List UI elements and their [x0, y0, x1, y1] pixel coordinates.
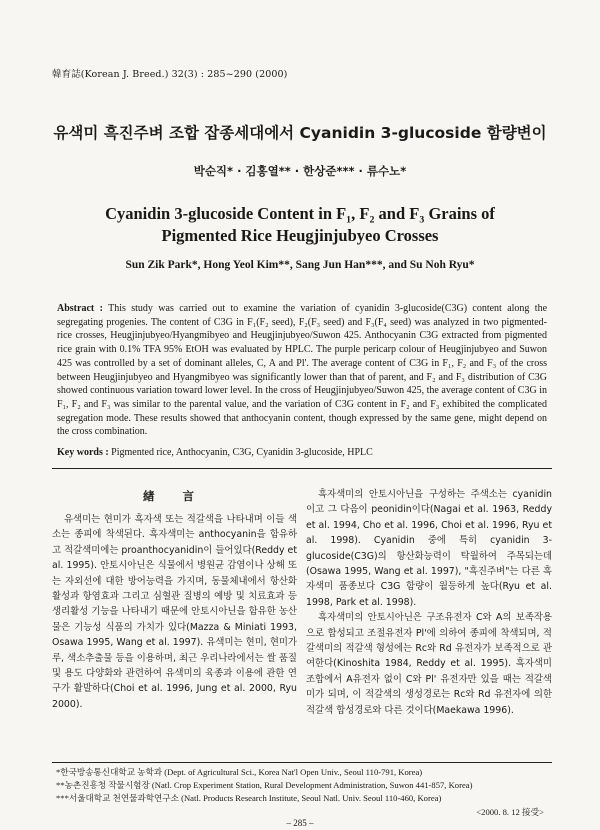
- footnotes: [56, 766, 550, 805]
- korean-authors: 박순직* · 김홍열** · 한상준*** · 류수노*: [193, 164, 407, 178]
- right-paragraph-1: 흑자색미의 안토시아닌을 구성하는 주색소는 cyanidin 이고 그 다음이 peonidin이다(Nagai et al. 1963, Reddy et al. 1994, Cho et al. 1996, Choi et al. 1996, Ryu et al. 1998). Cyanidin 중에 특히 cyanidin 3-glucoside(C3G)의 항산화능력이 탁월하여 주목되는데(Osawa 1995, Wang et al. 1997), "흑진주벼"는 다른 흑자색미 품종보다 C3G 함량이 월등하게 높다(Ryu et al. 1998, Park et al. 1998).: [306, 489, 552, 608]
- footnote-2: **농촌진흥청 작물시험장 (Natl. Crop Experiment Station, Rural Development Administration, Suwon 441-857, Korea): [56, 780, 473, 790]
- right-column: [306, 487, 552, 718]
- left-paragraph-1: 유색미는 현미가 흑자색 또는 적갈색을 나타내며 이들 색소는 종피에 착색된다. 흑자색미는 anthocyanin을 함유하고 적갈색미에는 proanthocyanidin이 들어있다(Reddy et al. 1995). 안토시아닌은 식물에서 병원균 감염이나 상해 또는 자외선에 대한 방어능력을 가지며, 동물체내에서 항산화활성과 항염효과 그리고 심혈관 질병의 예방 및 치료효과 등 생리활성 기능을 나타내기 때문에 안토시아닌을 함유한 농산물은 기능성 식품의 가치가 있다(Mazza & Miniati 1993, Osawa 1995, Wang et al. 1997). 유색미는 현미, 현미가루, 색소추출물 등을 이용하며, 최근 우리나라에서는 쌀 품질 및 용도 다양화와 관련하여 유색미의 육종과 이용에 관한 연구가 활발하다(Choi et al. 1996, Jung et al. 2000, Ryu 2000).: [52, 514, 297, 710]
- abstract: [57, 302, 547, 439]
- page-number: – 285 –: [286, 818, 314, 828]
- journal-citation: 韓育誌(Korean J. Breed.) 32(3) : 285~290 (2000): [52, 69, 288, 80]
- section-divider: [52, 468, 552, 469]
- keywords-text: Pigmented rice, Anthocyanin, C3G, Cyanidin 3-glucoside, HPLC: [111, 447, 373, 458]
- left-column: [52, 512, 297, 712]
- footnote-1: *한국방송통신대학교 농학과 (Dept. of Agricultural Sci., Korea Nat'l Open Univ., Seoul 110-791, Korea): [56, 767, 423, 777]
- footnote-3: ***서울대학교 천연물과학연구소 (Natl. Products Research Institute, Seoul Natl. Univ. Seoul 110-460, Korea): [56, 793, 442, 803]
- english-authors: Sun Zik Park*, Hong Yeol Kim**, Sang Jun Han***, and Su Noh Ryu*: [125, 259, 475, 271]
- introduction-heading: 緖 言: [142, 489, 206, 503]
- english-title-line-2: Pigmented Rice Heugjinjubyeo Crosses: [161, 226, 439, 245]
- abstract-label: Abstract :: [57, 303, 103, 314]
- footnote-divider: [52, 762, 552, 763]
- received-date: <2000. 8. 12 接受>: [476, 807, 544, 817]
- abstract-text: This study was carried out to examine the variation of cyanidin 3-glucoside(C3G) content along the segregating progenies. The content of C3G in F₁(F₂ seed), F₂(F₃ seed) and F₃(F₄ seed) was analyzed in two pigmented-rice crosses, Heugjinjubyeo/Hyangmibyeo and Heugjinjubyeo/Suwon 425. Anthocyanin C3G extracted from pigmented rice grain with 0.1% TFA 95% EtOH was evaluated by HPLC. The purple pericarp colour of Heugjinjubyeo and Suwon 425 was controlled by a set of dominant alleles, C, A and Pl'. The average content of C3G in F₁, F₂ and F₃ of the cross between Heugjinjubyeo and Hyangmibyeo was significantly lower than that of parent, and F₂ and F₃ distribution of C3G showed continuous variation toward lower level. In the cross of Heugjinjubyeo/Suwon 425, the average content of C3G in F₁, F₂ and F₃ was similar to the parental value, and the variation of C3G content in F₂ and F₃ exhibited the complicated segregation mode. These results showed that anthocyanin content, though expressed by the same gene, might depend on the cross combination.: [57, 303, 548, 438]
- keywords: [57, 447, 547, 458]
- right-paragraph-2: 흑자색미의 안토시아닌은 구조유전자 C와 A의 보족작용으로 합성되고 조절유전자 Pl'에 의하여 종피에 착색되며, 적갈색미의 적갈색 형성에는 Rc와 Rd 유전자가 보족적으로 관여한다(Kinoshita 1984, Reddy et al. 1995). 흑자색미 조합에서 A유전자 없이 C와 Pl' 유전자만 있을 때는 적갈색미가 되며, 이 적갈색의 생성경로는 Rc와 Rd 유전자에 의한 적갈색 합성경로와 다른 것이다(Maekawa 1996).: [306, 612, 552, 716]
- english-title-line-1: Cyanidin 3-glucoside Content in F₁, F₂ and F₃ Grains of: [105, 204, 495, 223]
- keywords-label: Key words :: [57, 447, 109, 458]
- english-title: [0, 203, 600, 247]
- korean-title: 유색미 흑진주벼 조합 잡종세대에서 Cyanidin 3-glucoside 함량변이: [53, 124, 547, 142]
